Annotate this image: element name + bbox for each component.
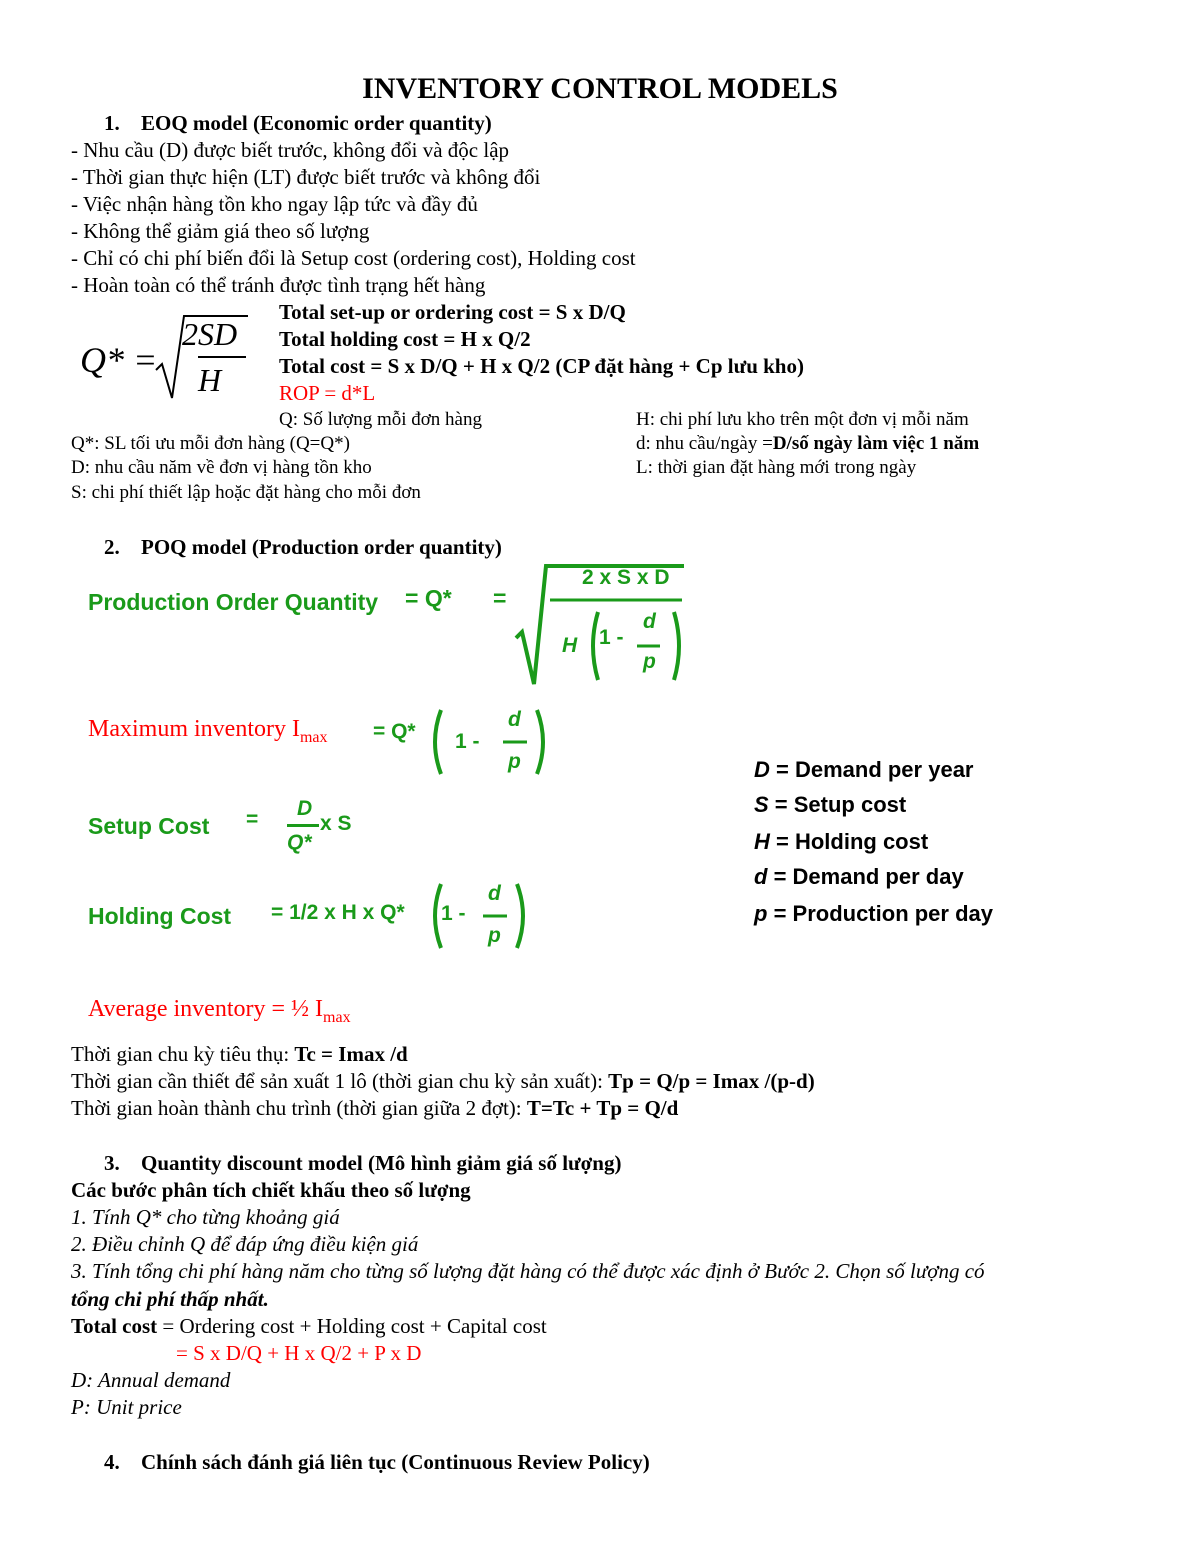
def-d-annual: D: nhu cầu năm về đơn vị hàng tồn kho bbox=[71, 457, 372, 478]
setup-fraction-bar bbox=[287, 824, 319, 827]
eoq-bullet-2: - Thời gian thực hiện (LT) được biết trước và không đổi bbox=[71, 165, 541, 189]
legend-sym-d-day: d bbox=[754, 864, 768, 889]
legend-setup-cost bbox=[754, 792, 906, 818]
def-q-star: Q*: SL tối ưu mỗi đơn hàng (Q=Q*) bbox=[71, 433, 350, 454]
section-4-number: 4. bbox=[104, 1450, 120, 1474]
eoq-bullet-5: - Chỉ có chi phí biến đổi là Setup cost (ordering cost), Holding cost bbox=[71, 246, 636, 270]
eoq-formula bbox=[80, 312, 250, 404]
legend-sym-d-year: D bbox=[754, 757, 770, 782]
poq-frac-d: d bbox=[643, 610, 656, 633]
eoq-bullet-6: - Hoàn toàn có thể tránh được tình trạng hết hàng bbox=[71, 273, 486, 297]
setup-frac-d: D bbox=[297, 797, 313, 820]
poq-eq: = Q* bbox=[405, 585, 452, 611]
setup-frac-q: Q* bbox=[287, 831, 312, 854]
section-2-number: 2. bbox=[104, 535, 120, 559]
def-s: S: chi phí thiết lập hoặc đặt hàng cho mỗi đơn bbox=[71, 482, 421, 503]
total-cost-line bbox=[71, 1313, 547, 1339]
legend-production-per-day bbox=[754, 901, 993, 927]
poq-one-minus: 1 - bbox=[599, 626, 624, 649]
discount-steps-heading: Các bước phân tích chiết khấu theo số lượng bbox=[71, 1178, 471, 1202]
section-1-heading: EOQ model (Economic order quantity) bbox=[141, 111, 492, 135]
cycle-consumption-formula: Tc = Imax /d bbox=[294, 1042, 408, 1066]
legend-demand-per-year bbox=[754, 757, 974, 783]
setup-cost-label: Setup Cost bbox=[88, 813, 210, 839]
holding-one-minus: 1 - bbox=[441, 902, 466, 925]
total-setup-cost: Total set-up or ordering cost = S x D/Q bbox=[279, 300, 626, 324]
total-cost-bold: Total cost bbox=[71, 1314, 158, 1338]
poq-numerator: 2 x S x D bbox=[582, 566, 670, 589]
total-cost-formula: = S x D/Q + H x Q/2 + P x D bbox=[176, 1341, 422, 1365]
imax-one-minus: 1 - bbox=[455, 730, 480, 753]
def-d-daily bbox=[636, 432, 979, 456]
legend-sym-h: H bbox=[754, 829, 770, 854]
eoq-denominator: H bbox=[198, 362, 222, 398]
note-annual-demand: D: Annual demand bbox=[71, 1368, 231, 1392]
poq-frac-p: p bbox=[643, 650, 656, 673]
imax-label-text: Maximum inventory I bbox=[88, 716, 300, 742]
poq-h: H bbox=[562, 634, 578, 657]
poq-eq2: = bbox=[493, 585, 507, 611]
def-l: L: thời gian đặt hàng mới trong ngày bbox=[636, 457, 917, 478]
cycle-total-text: Thời gian hoàn thành chu trình (thời gian giữa 2 đợt): bbox=[71, 1096, 527, 1120]
total-cost-rest: = Ordering cost + Holding cost + Capital cost bbox=[157, 1314, 547, 1338]
cycle-production-formula: Tp = Q/p = Imax /(p-d) bbox=[608, 1069, 815, 1093]
eoq-bullet-3: - Việc nhận hàng tồn kho ngay lập tức và đầy đủ bbox=[71, 192, 478, 216]
discount-step-2: 2. Điều chỉnh Q để đáp ứng điều kiện giá bbox=[71, 1232, 419, 1256]
legend-text-d-day: = Demand per day bbox=[767, 864, 964, 889]
total-holding-cost: Total holding cost = H x Q/2 bbox=[279, 327, 531, 351]
def-h: H: chi phí lưu kho trên một đơn vị mỗi năm bbox=[636, 409, 969, 430]
holding-frac-d: d bbox=[488, 882, 501, 905]
imax-paren-icon bbox=[425, 704, 555, 780]
holding-cost-label: Holding Cost bbox=[88, 903, 232, 929]
imax-label-sub: max bbox=[299, 728, 328, 746]
cycle-production-text: Thời gian cần thiết để sản xuất 1 lô (thời gian chu kỳ sản xuất): bbox=[71, 1069, 609, 1093]
average-inventory-text: Average inventory = ½ I bbox=[88, 996, 324, 1022]
imax-eq: = Q* bbox=[373, 720, 416, 743]
imax-frac-d: d bbox=[508, 708, 521, 731]
def-q: Q: Số lượng mỗi đơn hàng bbox=[279, 409, 482, 430]
total-cost: Total cost = S x D/Q + H x Q/2 (CP đặt hàng + Cp lưu kho) bbox=[279, 354, 804, 378]
section-4-heading: Chính sách đánh giá liên tục (Continuous Review Policy) bbox=[141, 1450, 650, 1474]
legend-demand-per-day bbox=[754, 864, 964, 890]
cycle-consumption-text: Thời gian chu kỳ tiêu thụ: bbox=[71, 1042, 295, 1066]
legend-sym-s: S bbox=[754, 792, 769, 817]
legend-text-d-year: = Demand per year bbox=[769, 757, 974, 782]
eoq-lhs: Q* = bbox=[80, 340, 158, 380]
def-d-daily-bold: D/số ngày làm việc 1 năm bbox=[772, 433, 980, 454]
poq-label: Production Order Quantity bbox=[88, 589, 379, 615]
legend-text-p: = Production per day bbox=[767, 901, 993, 926]
rop-formula: ROP = d*L bbox=[279, 381, 376, 405]
imax-label bbox=[88, 716, 328, 747]
average-inventory bbox=[88, 996, 351, 1027]
legend-holding-cost bbox=[754, 829, 928, 855]
section-2-heading: POQ model (Production order quantity) bbox=[141, 535, 502, 559]
def-d-daily-text: d: nhu cầu/ngày = bbox=[636, 433, 773, 454]
holding-frac-p: p bbox=[488, 924, 501, 947]
holding-cost-eq: = 1/2 x H x Q* bbox=[271, 901, 405, 924]
discount-step-3: 3. Tính tổng chi phí hàng năm cho từng số lượng đặt hàng có thể được xác định ở Bước 2. Chọn số lượng có bbox=[71, 1259, 985, 1283]
setup-cost-eq: = bbox=[246, 808, 259, 831]
eoq-numerator: 2SD bbox=[182, 316, 238, 352]
section-3-heading: Quantity discount model (Mô hình giảm giá số lượng) bbox=[141, 1151, 622, 1175]
average-inventory-sub: max bbox=[323, 1008, 351, 1026]
setup-xs: x S bbox=[320, 812, 352, 835]
imax-frac-p: p bbox=[508, 750, 521, 773]
cycle-consumption bbox=[71, 1041, 408, 1067]
legend-text-s: = Setup cost bbox=[768, 792, 907, 817]
eoq-bullet-1: - Nhu cầu (D) được biết trước, không đổi và độc lập bbox=[71, 138, 510, 162]
section-1-number: 1. bbox=[104, 111, 120, 135]
discount-step-3-end: tổng chi phí thấp nhất. bbox=[71, 1287, 269, 1311]
page-title: INVENTORY CONTROL MODELS bbox=[362, 72, 838, 105]
section-3-number: 3. bbox=[104, 1151, 120, 1175]
legend-text-h: = Holding cost bbox=[769, 829, 929, 854]
eoq-bullet-4: - Không thể giảm giá theo số lượng bbox=[71, 219, 370, 243]
cycle-production bbox=[71, 1068, 815, 1094]
cycle-total bbox=[71, 1095, 678, 1121]
note-unit-price: P: Unit price bbox=[71, 1395, 182, 1419]
legend-sym-p: p bbox=[754, 901, 768, 926]
discount-step-1: 1. Tính Q* cho từng khoảng giá bbox=[71, 1205, 340, 1229]
cycle-total-formula: T=Tc + Tp = Q/d bbox=[526, 1096, 679, 1120]
